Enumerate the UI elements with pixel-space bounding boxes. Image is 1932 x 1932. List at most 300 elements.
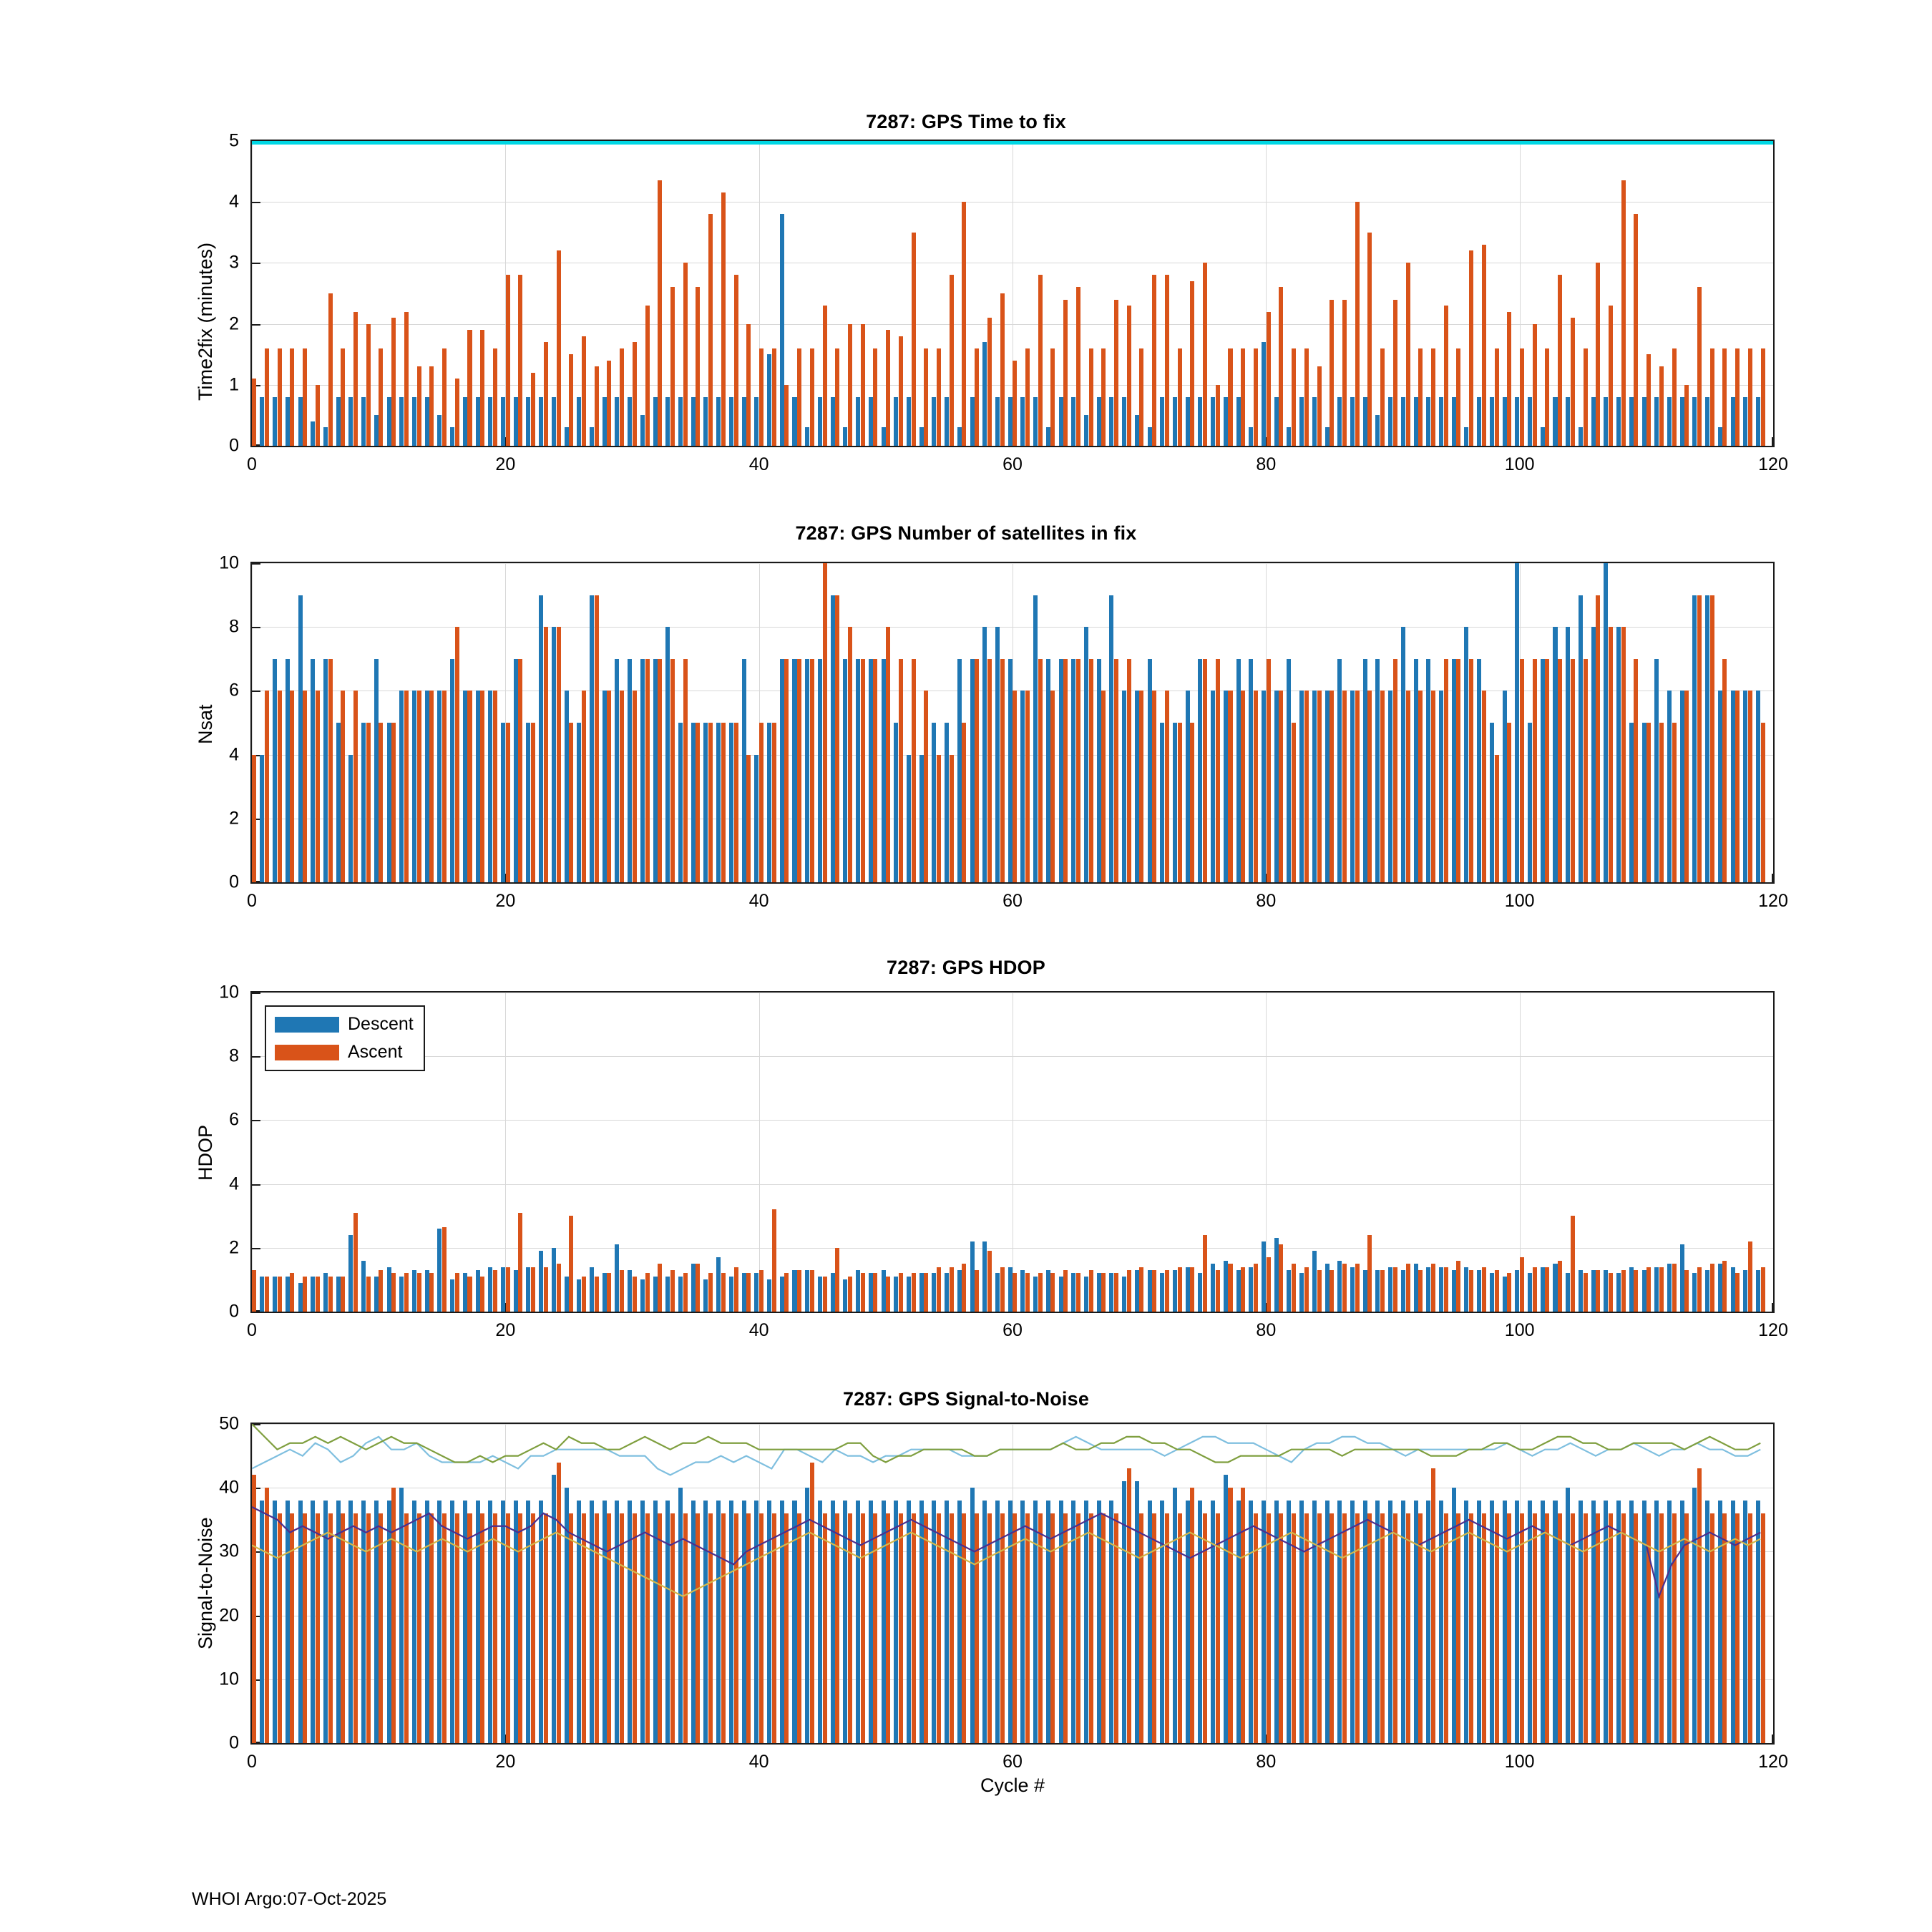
bar-descent xyxy=(1401,627,1405,882)
bar-descent xyxy=(1274,397,1279,446)
bar-ascent xyxy=(1279,287,1283,446)
bar-descent xyxy=(336,1277,341,1312)
bar-descent xyxy=(1236,659,1241,882)
x-tick-label: 120 xyxy=(1758,454,1788,474)
bar-descent xyxy=(552,1248,556,1312)
bar-descent xyxy=(1097,397,1101,446)
bar-descent xyxy=(665,397,670,446)
bar-descent xyxy=(1654,659,1659,882)
bar-descent xyxy=(286,1277,290,1312)
bar-ascent xyxy=(1710,595,1714,882)
bar-descent xyxy=(1591,397,1596,446)
bar-descent xyxy=(1490,723,1494,882)
bar-ascent xyxy=(937,348,941,446)
bar-ascent xyxy=(1254,1264,1258,1312)
bar-descent xyxy=(907,397,911,446)
snr-line-2 xyxy=(252,1424,1760,1463)
bar-ascent xyxy=(404,312,409,446)
x-tick-label: 20 xyxy=(495,1752,516,1772)
y-tick-mark xyxy=(252,1120,260,1121)
bar-ascent xyxy=(1456,1261,1460,1312)
bar-ascent xyxy=(1013,361,1017,446)
bar-descent xyxy=(565,1277,569,1312)
bar-ascent xyxy=(290,691,294,882)
bar-ascent xyxy=(924,348,928,446)
bar-descent xyxy=(1337,397,1342,446)
bar-descent xyxy=(476,1270,480,1312)
bar-descent xyxy=(1109,595,1113,882)
bar-descent xyxy=(1020,397,1025,446)
bar-descent xyxy=(1249,1267,1253,1312)
bar-descent xyxy=(1503,397,1507,446)
bar-descent xyxy=(1198,659,1202,882)
gridline-horizontal xyxy=(252,1248,1773,1249)
bar-ascent xyxy=(848,1277,852,1312)
bar-ascent xyxy=(1697,595,1702,882)
bar-descent xyxy=(703,1279,708,1312)
bar-descent xyxy=(273,1277,277,1312)
bar-descent xyxy=(1109,1273,1113,1312)
bar-ascent xyxy=(404,691,409,882)
bar-descent xyxy=(1287,427,1291,446)
bar-ascent xyxy=(1520,659,1524,882)
bar-descent xyxy=(1337,1261,1342,1312)
bar-descent xyxy=(691,1264,696,1312)
bar-ascent xyxy=(1304,348,1309,446)
bar-ascent xyxy=(1659,723,1664,882)
bar-ascent xyxy=(1114,1273,1118,1312)
bar-ascent xyxy=(1634,214,1638,446)
bar-ascent xyxy=(1089,659,1093,882)
bar-ascent xyxy=(835,1248,839,1312)
bar-descent xyxy=(1008,397,1013,446)
bar-descent xyxy=(361,397,366,446)
bar-descent xyxy=(831,595,835,882)
y-tick-label: 2 xyxy=(229,808,239,829)
bar-descent xyxy=(729,723,733,882)
bar-ascent xyxy=(975,348,979,446)
bar-ascent xyxy=(1646,354,1651,446)
bar-ascent xyxy=(1367,1235,1372,1312)
bar-ascent xyxy=(912,1273,916,1312)
bar-ascent xyxy=(1317,366,1322,446)
bar-ascent xyxy=(341,1277,345,1312)
bar-descent xyxy=(919,1273,924,1312)
bar-ascent xyxy=(569,354,573,446)
bar-ascent xyxy=(1267,1257,1271,1312)
bar-ascent xyxy=(303,348,307,446)
y-tick-label: 0 xyxy=(229,872,239,892)
bar-ascent xyxy=(252,1270,256,1312)
bar-descent xyxy=(286,397,290,446)
bar-ascent xyxy=(1342,1264,1347,1312)
bar-ascent xyxy=(937,755,941,882)
bar-ascent xyxy=(1456,659,1460,882)
bar-descent xyxy=(1642,1270,1646,1312)
bar-descent xyxy=(539,1251,543,1312)
legend-label-descent: Descent xyxy=(348,1014,414,1034)
bar-descent xyxy=(1148,1270,1152,1312)
bar-ascent xyxy=(557,250,561,446)
bar-ascent xyxy=(1367,691,1372,882)
panel-1-ylabel: Time2fix (minutes) xyxy=(195,242,216,401)
gridline-horizontal xyxy=(252,627,1773,628)
bar-ascent xyxy=(1482,1267,1486,1312)
y-tick-label: 0 xyxy=(229,1732,239,1753)
bar-descent xyxy=(1236,397,1241,446)
bar-descent xyxy=(653,1277,658,1312)
bar-descent xyxy=(1654,397,1659,446)
bar-descent xyxy=(450,427,454,446)
bar-descent xyxy=(932,1273,936,1312)
bar-ascent xyxy=(518,275,522,446)
bar-descent xyxy=(1490,397,1494,446)
bar-ascent xyxy=(645,306,650,446)
bar-ascent xyxy=(721,1273,726,1312)
bar-descent xyxy=(818,397,822,446)
bar-ascent xyxy=(595,1277,599,1312)
bar-ascent xyxy=(1254,691,1258,882)
gridline-horizontal xyxy=(252,992,1773,993)
bar-descent xyxy=(273,397,277,446)
x-tick-label: 60 xyxy=(1002,1320,1023,1340)
bar-ascent xyxy=(1520,1257,1524,1312)
bar-ascent xyxy=(493,691,497,882)
bar-ascent xyxy=(1304,1267,1309,1312)
bar-descent xyxy=(970,659,975,882)
bar-ascent xyxy=(1228,691,1232,882)
bar-ascent xyxy=(429,691,434,882)
gridline-horizontal xyxy=(252,882,1773,883)
bar-descent xyxy=(476,691,480,882)
panel-3-title: 7287: GPS HDOP xyxy=(887,957,1045,978)
bar-ascent xyxy=(620,691,624,882)
bar-descent xyxy=(1262,342,1266,446)
x-tick-label: 40 xyxy=(748,1320,769,1340)
bar-ascent xyxy=(1469,659,1473,882)
y-tick-label: 8 xyxy=(229,616,239,637)
gridline-horizontal xyxy=(252,1184,1773,1185)
x-tick-label: 40 xyxy=(748,1752,769,1772)
bar-descent xyxy=(1756,397,1760,446)
bar-descent xyxy=(831,397,835,446)
bar-descent xyxy=(1363,1270,1367,1312)
bar-ascent xyxy=(810,659,814,882)
bar-descent xyxy=(628,1270,632,1312)
bar-ascent xyxy=(278,691,282,882)
bar-ascent xyxy=(810,1270,814,1312)
bar-descent xyxy=(450,659,454,882)
bar-descent xyxy=(602,1273,607,1312)
bar-ascent xyxy=(607,1273,611,1312)
bar-descent xyxy=(577,723,581,882)
panel-2-ylabel: Nsat xyxy=(195,704,216,744)
bar-descent xyxy=(501,397,505,446)
bar-descent xyxy=(665,1277,670,1312)
y-tick-label: 6 xyxy=(229,1109,239,1130)
bar-descent xyxy=(703,723,708,882)
bar-descent xyxy=(1616,627,1621,882)
bar-ascent xyxy=(316,385,320,446)
bar-ascent xyxy=(480,691,484,882)
x-tick-label: 20 xyxy=(495,891,516,911)
bar-descent xyxy=(602,691,607,882)
bar-descent xyxy=(1148,659,1152,882)
bar-descent xyxy=(982,1241,987,1312)
bar-ascent xyxy=(518,1213,522,1312)
bar-descent xyxy=(1198,1273,1202,1312)
bar-descent xyxy=(742,1273,746,1312)
bar-ascent xyxy=(417,691,421,882)
bar-descent xyxy=(323,427,328,446)
bar-ascent xyxy=(975,659,979,882)
bar-ascent xyxy=(1444,1267,1448,1312)
bar-ascent xyxy=(252,755,256,882)
bar-descent xyxy=(526,1267,530,1312)
bar-descent xyxy=(1426,659,1430,882)
x-tick-label: 40 xyxy=(748,891,769,911)
bar-descent xyxy=(488,1267,492,1312)
bar-descent xyxy=(945,1273,949,1312)
bar-ascent xyxy=(442,348,447,446)
bar-ascent xyxy=(278,1277,282,1312)
bar-ascent xyxy=(924,1273,928,1312)
bar-ascent xyxy=(797,659,801,882)
bar-ascent xyxy=(341,691,345,882)
bar-descent xyxy=(1692,595,1697,882)
bar-descent xyxy=(615,397,619,446)
bar-ascent xyxy=(873,348,877,446)
bar-descent xyxy=(387,723,391,882)
panel-1-title: 7287: GPS Time to fix xyxy=(866,111,1066,132)
bar-ascent xyxy=(1292,1264,1296,1312)
bar-ascent xyxy=(265,691,269,882)
bar-ascent xyxy=(1571,318,1575,446)
bar-descent xyxy=(425,691,429,882)
bar-descent xyxy=(437,1229,441,1312)
gridline-horizontal xyxy=(252,202,1773,203)
bar-descent xyxy=(1515,563,1519,882)
bar-ascent xyxy=(1178,723,1182,882)
bar-ascent xyxy=(1672,1264,1677,1312)
bar-ascent xyxy=(683,659,688,882)
bar-ascent xyxy=(1584,348,1588,446)
bar-ascent xyxy=(1558,659,1562,882)
bar-ascent xyxy=(1050,348,1055,446)
bar-descent xyxy=(729,397,733,446)
bar-ascent xyxy=(848,324,852,446)
bar-descent xyxy=(1414,1264,1418,1312)
bar-descent xyxy=(1629,723,1634,882)
bar-descent xyxy=(1642,397,1646,446)
bar-descent xyxy=(1135,415,1139,446)
bar-descent xyxy=(805,427,809,446)
bar-descent xyxy=(1629,397,1634,446)
bar-ascent xyxy=(861,1273,865,1312)
bar-descent xyxy=(856,1270,860,1312)
bar-descent xyxy=(1350,691,1355,882)
bar-descent xyxy=(1388,691,1392,882)
bar-descent xyxy=(894,1277,898,1312)
bar-ascent xyxy=(1406,1264,1410,1312)
y-tick-label: 10 xyxy=(219,552,239,573)
bar-ascent xyxy=(1646,1267,1651,1312)
bar-ascent xyxy=(303,691,307,882)
bar-ascent xyxy=(1571,659,1575,882)
bar-ascent xyxy=(391,723,396,882)
bar-ascent xyxy=(708,214,713,446)
bar-ascent xyxy=(1076,1273,1080,1312)
bar-ascent xyxy=(1584,1273,1588,1312)
bar-descent xyxy=(565,691,569,882)
bar-descent xyxy=(995,627,1000,882)
bar-descent xyxy=(1743,1270,1747,1312)
bar-ascent xyxy=(1684,385,1689,446)
bar-ascent xyxy=(797,1270,801,1312)
bar-descent xyxy=(1020,1270,1025,1312)
bar-ascent xyxy=(1735,348,1740,446)
x-tick-label: 60 xyxy=(1002,891,1023,911)
bar-ascent xyxy=(569,1216,573,1312)
bar-descent xyxy=(1541,1267,1545,1312)
bar-descent xyxy=(298,595,303,882)
bar-ascent xyxy=(531,1267,535,1312)
bar-ascent xyxy=(607,691,611,882)
y-tick-label: 30 xyxy=(219,1541,239,1561)
bar-descent xyxy=(1109,397,1113,446)
bar-ascent xyxy=(557,627,561,882)
bar-ascent xyxy=(366,324,371,446)
bar-descent xyxy=(1541,427,1545,446)
bar-ascent xyxy=(873,659,877,882)
bar-descent xyxy=(1528,723,1532,882)
bar-descent xyxy=(640,659,645,882)
bar-ascent xyxy=(1444,306,1448,446)
y-tick-mark xyxy=(252,324,260,326)
bar-ascent xyxy=(658,180,662,446)
bar-descent xyxy=(882,659,886,882)
bar-ascent xyxy=(1393,1267,1397,1312)
bar-descent xyxy=(348,1235,353,1312)
bar-descent xyxy=(1337,659,1342,882)
bar-ascent xyxy=(1279,691,1283,882)
bar-ascent xyxy=(1456,348,1460,446)
bar-descent xyxy=(1604,1270,1608,1312)
bar-ascent xyxy=(1431,1264,1435,1312)
bar-ascent xyxy=(1520,348,1524,446)
bar-ascent xyxy=(582,336,586,446)
bar-descent xyxy=(1135,691,1139,882)
bar-descent xyxy=(995,1273,1000,1312)
bar-ascent xyxy=(1495,755,1499,882)
y-tick-label: 1 xyxy=(229,374,239,395)
bar-ascent xyxy=(1139,1267,1143,1312)
gridline-horizontal xyxy=(252,1056,1773,1057)
bar-descent xyxy=(716,397,721,446)
gridline-vertical xyxy=(505,992,506,1312)
bar-descent xyxy=(399,1277,404,1312)
bar-ascent xyxy=(848,627,852,882)
bar-ascent xyxy=(582,691,586,882)
y-tick-label: 4 xyxy=(229,744,239,765)
bar-descent xyxy=(1452,397,1456,446)
bar-descent xyxy=(323,1273,328,1312)
bar-descent xyxy=(1654,1267,1659,1312)
bar-ascent xyxy=(265,1277,269,1312)
legend-item-ascent xyxy=(275,1042,414,1063)
y-tick-label: 4 xyxy=(229,191,239,212)
bar-ascent xyxy=(1596,1270,1600,1312)
gridline-horizontal xyxy=(252,324,1773,325)
panel-4-plot-area xyxy=(250,1423,1775,1745)
bar-ascent xyxy=(950,1267,954,1312)
bar-descent xyxy=(957,659,962,882)
bar-ascent xyxy=(1380,1270,1385,1312)
x-tick-label: 120 xyxy=(1758,1320,1788,1340)
bar-ascent xyxy=(1152,275,1156,446)
bar-ascent xyxy=(1000,1267,1005,1312)
bar-ascent xyxy=(1190,723,1194,882)
bar-descent xyxy=(1401,1270,1405,1312)
bar-descent xyxy=(1731,397,1735,446)
bar-descent xyxy=(1452,659,1456,882)
bar-descent xyxy=(1553,397,1557,446)
bar-ascent xyxy=(1241,1267,1245,1312)
bar-ascent xyxy=(1482,691,1486,882)
bar-descent xyxy=(1731,691,1735,882)
bar-ascent xyxy=(1710,1264,1714,1312)
bar-descent xyxy=(995,397,1000,446)
bar-descent xyxy=(628,397,632,446)
bar-descent xyxy=(1375,1270,1380,1312)
bar-ascent xyxy=(620,348,624,446)
bar-descent xyxy=(463,1273,467,1312)
bar-ascent xyxy=(353,1213,358,1312)
x-tick-mark xyxy=(1772,874,1773,882)
bar-ascent xyxy=(937,1267,941,1312)
bar-descent xyxy=(399,691,404,882)
bar-ascent xyxy=(1697,1267,1702,1312)
bar-descent xyxy=(1262,691,1266,882)
bar-descent xyxy=(1426,1267,1430,1312)
x-tick-label: 100 xyxy=(1504,891,1535,911)
bar-descent xyxy=(919,755,924,882)
bar-descent xyxy=(399,397,404,446)
bar-ascent xyxy=(962,723,966,882)
bar-descent xyxy=(1249,659,1253,882)
bar-descent xyxy=(1059,659,1063,882)
gridline-vertical xyxy=(759,992,760,1312)
bar-ascent xyxy=(506,723,510,882)
bar-descent xyxy=(1756,1270,1760,1312)
bar-ascent xyxy=(328,1277,333,1312)
bar-descent xyxy=(1731,1267,1735,1312)
bar-ascent xyxy=(404,1273,409,1312)
bar-ascent xyxy=(1152,691,1156,882)
bar-ascent xyxy=(455,379,459,446)
bar-descent xyxy=(425,1270,429,1312)
y-tick-label: 2 xyxy=(229,1237,239,1258)
panel-3-plot-area xyxy=(250,991,1775,1313)
bar-ascent xyxy=(455,627,459,882)
bar-ascent xyxy=(1127,1270,1131,1312)
bar-ascent xyxy=(962,1264,966,1312)
bar-descent xyxy=(298,1283,303,1312)
bar-descent xyxy=(1477,1270,1481,1312)
bar-ascent xyxy=(607,361,611,446)
bar-descent xyxy=(1186,1267,1190,1312)
bar-descent xyxy=(1375,659,1380,882)
